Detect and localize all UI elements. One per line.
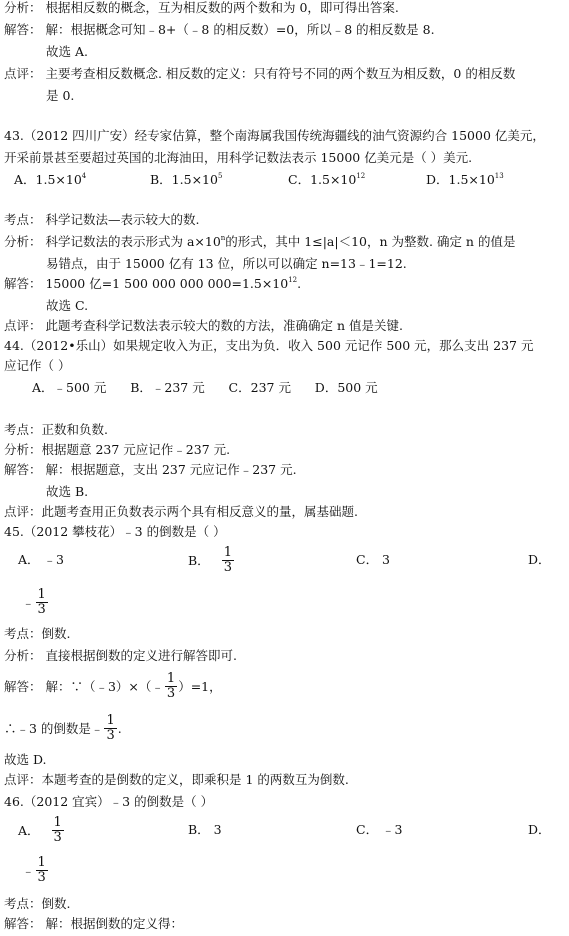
question-44-options: A．﹣500 元 B．﹣237 元 C．237 元 D．500 元 xyxy=(32,380,378,395)
option-b: B． $\frac{1}{3}$ xyxy=(188,545,232,575)
question-46-text: 46.（2012 宜宾）﹣3 的倒数是（ ） xyxy=(4,794,214,809)
option-c: C． 3 xyxy=(356,552,390,567)
analysis-line: 分析： 科学记数法的表示形式为 $a\times 10^n$的形式，其中 1≤|a|＜10，n 为整数. 确定 n 的值是 xyxy=(4,233,516,249)
fraction-one-third: $\frac{1}{3}$ xyxy=(166,671,176,701)
fraction-one-third: $\frac{1}{3}$ xyxy=(106,713,115,743)
option-a: A． $\frac{1}{3}$ xyxy=(18,815,62,845)
answer-line: 解答： 解：∵（﹣3）×（﹣ $\frac{1}{3}$ ）=1， xyxy=(4,671,222,701)
comment-line: 点评： 主要考查相反数概念. 相反数的定义：只有符号不同的两个数互为相反数，0 的相反数 xyxy=(4,66,516,81)
answer-line: 解答： 解：根据概念可知﹣8+（﹣8 的相反数）=0，所以﹣8 的相反数是 8. xyxy=(4,22,435,37)
option-b: B．$1.5\times 10^5$ xyxy=(150,171,223,187)
option-a: A． ﹣3 xyxy=(18,552,64,567)
option-c: C． ﹣3 xyxy=(356,822,403,837)
question-43-text: 43.（2012 四川广安）经专家估算，整个南海属我国传统海疆线的油气资源约合 15000 亿美元， xyxy=(4,128,545,143)
option-d: D． xyxy=(528,822,551,837)
analysis-line: 分析： 直接根据倒数的定义进行解答即可. xyxy=(4,648,237,663)
option-c: C．$1.5\times 10^{12}$ xyxy=(288,171,366,187)
answer-choice: 故选 C. xyxy=(46,298,89,313)
fraction-one-third: $\frac{1}{3}$ xyxy=(37,855,46,885)
comment-line: 点评： 此题考查科学记数法表示较大的数的方法，准确确定 n 值是关键. xyxy=(4,318,403,333)
question-44-text-cont: 应记作（ ） xyxy=(4,358,71,373)
conclusion-line: ∴﹣3 的倒数是﹣ $\frac{1}{3}$ . xyxy=(4,713,122,743)
fraction-one-third: $\frac{1}{3}$ xyxy=(53,815,62,845)
answer-choice: 故选 B. xyxy=(46,484,89,499)
comment-line: 点评：此题考查用正负数表示两个具有相反意义的量，属基础题. xyxy=(4,504,358,519)
comment-line: 点评：本题考查的是倒数的定义，即乘积是 1 的两数互为倒数. xyxy=(4,772,349,787)
topic-line: 考点：正数和负数. xyxy=(4,422,108,437)
option-b: B． 3 xyxy=(188,822,222,837)
option-d: D．$1.5\times 10^{13}$ xyxy=(426,171,504,187)
option-a: A．$1.5\times 10^4$ xyxy=(14,171,87,187)
answer-line: 解答： 解：根据倒数的定义得： xyxy=(4,916,183,931)
topic-line: 考点： 科学记数法—表示较大的数. xyxy=(4,212,200,227)
comment-line-cont: 是 0. xyxy=(46,88,75,103)
answer-line: 解答： 解：根据题意，支出 237 元应记作﹣237 元. xyxy=(4,462,297,477)
topic-line: 考点：倒数. xyxy=(4,896,71,911)
question-43-text-cont: 开采前景甚至要超过英国的北海油田，用科学记数法表示 15000 亿美元是（ ）美元. xyxy=(4,150,473,165)
analysis-line-cont: 易错点，由于 15000 亿有 13 位，所以可以确定 n=13﹣1=12. xyxy=(46,256,407,271)
topic-line: 考点：倒数. xyxy=(4,626,71,641)
analysis-line: 分析：根据题意 237 元应记作﹣237 元. xyxy=(4,442,231,457)
fraction-one-third: $\frac{1}{3}$ xyxy=(37,587,46,617)
option-d-value: ﹣ $\frac{1}{3}$ xyxy=(22,587,46,617)
fraction-one-third: $\frac{1}{3}$ xyxy=(223,545,232,575)
analysis-line: 分析： 根据相反数的概念，互为相反数的两个数和为 0，即可得出答案. xyxy=(4,0,399,15)
question-44-text: 44.（2012•乐山）如果规定收入为正，支出为负．收入 500 元记作 500 元，那么支出 237 元 xyxy=(4,338,534,353)
answer-line: 解答： 15000 亿=1 500 000 000 $000=1.5\times 10^{12}$. xyxy=(4,275,302,291)
answer-choice: 故选 D. xyxy=(4,752,47,767)
option-d-value: ﹣ $\frac{1}{3}$ xyxy=(22,855,46,885)
option-d: D． xyxy=(528,552,551,567)
question-45-text: 45.（2012 攀枝花）﹣3 的倒数是（ ） xyxy=(4,524,226,539)
answer-choice: 故选 A. xyxy=(46,44,88,59)
